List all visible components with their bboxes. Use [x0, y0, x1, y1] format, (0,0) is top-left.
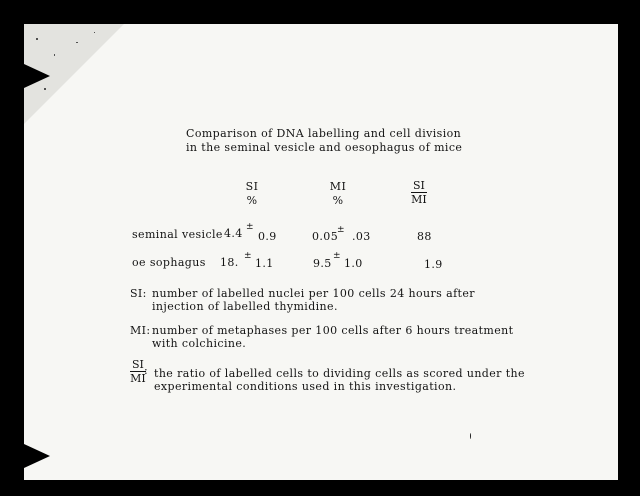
- dust-speck: [76, 42, 78, 43]
- header-mi-unit: %: [332, 194, 344, 207]
- note-ratio-numerator: SI: [132, 358, 144, 371]
- title-line-1: Comparison of DNA labelling and cell division: [186, 127, 462, 140]
- film-notch-bottom: [24, 444, 50, 468]
- header-ratio-denominator: MI: [411, 193, 427, 206]
- note-ratio-line-2: experimental conditions used in this investigation.: [154, 380, 457, 393]
- row2-si-error: 1.1: [255, 257, 274, 270]
- slide-page: [24, 24, 618, 480]
- row1-si-error: 0.9: [258, 230, 277, 243]
- row2-si-value: 18.: [220, 256, 239, 269]
- dust-speck: [54, 54, 55, 56]
- dust-speck: [470, 433, 471, 439]
- note-ratio-denominator: MI: [130, 372, 146, 385]
- dust-speck: [44, 88, 46, 90]
- note-mi-key: MI:: [130, 324, 151, 337]
- row2-mi-pm: ±: [333, 251, 341, 261]
- note-mi-line-2: with colchicine.: [152, 337, 247, 350]
- row1-mi-value: 0.05: [312, 230, 339, 243]
- row1-si-value: 4.4: [224, 227, 243, 240]
- header-si-unit: %: [246, 194, 258, 207]
- row2-si-pm: ±: [244, 251, 252, 261]
- header-ratio-numerator: SI: [413, 179, 425, 192]
- row-label-seminal-vesicle: seminal vesicle: [132, 228, 223, 241]
- dust-speck: [94, 32, 95, 33]
- header-mi: MI: [329, 180, 347, 193]
- note-ratio-line-1: the ratio of labelled cells to dividing cells as scored under the: [154, 367, 525, 380]
- row-label-oesophagus: oe sophagus: [132, 256, 206, 269]
- header-si-mi-ratio: [411, 180, 427, 206]
- title-line-2: in the seminal vesicle and oesophagus of mice: [186, 141, 463, 154]
- note-si-line-2: injection of labelled thymidine.: [152, 300, 338, 313]
- row1-mi-pm: ±: [337, 225, 345, 235]
- note-mi-line-1: number of metaphases per 100 cells after 6 hours treatment: [152, 324, 514, 337]
- row1-mi-error: .03: [352, 230, 371, 243]
- note-si-key: SI:: [130, 287, 147, 300]
- dust-speck: [36, 38, 38, 40]
- row2-ratio: 1.9: [424, 258, 443, 271]
- row1-si-pm: ±: [246, 222, 254, 232]
- row2-mi-value: 9.5: [313, 257, 332, 270]
- header-si: SI: [245, 180, 259, 193]
- note-ratio-colon: :: [144, 364, 149, 377]
- film-notch-top: [24, 64, 50, 88]
- row1-ratio: 88: [417, 230, 432, 243]
- note-si-line-1: number of labelled nuclei per 100 cells 24 hours after: [152, 287, 475, 300]
- row2-mi-error: 1.0: [344, 257, 363, 270]
